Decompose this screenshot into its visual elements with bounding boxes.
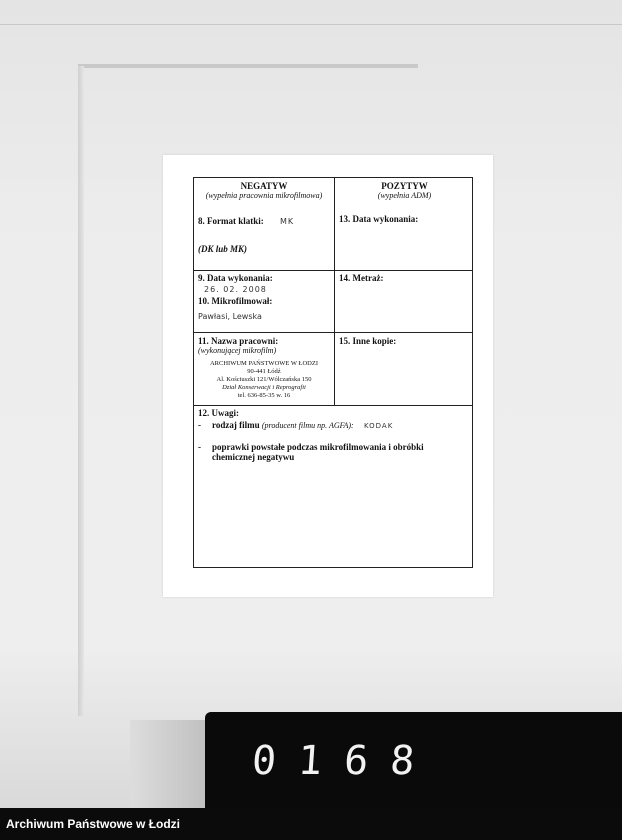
- pozytyw-cell: [335, 181, 474, 224]
- row-11: [194, 336, 334, 400]
- nazwa-pracowni-label: 11. Nazwa pracowni:: [198, 336, 279, 346]
- uwagi-item-poprawki: - poprawki powstałe podczas mikrofilmowania i obróbki chemicznej negatywu: [198, 442, 470, 462]
- archive-stamp: [198, 360, 330, 400]
- uwagi-label: 12. Uwagi:: [198, 408, 239, 418]
- data-wykonania-13-label: 13. Data wykonania:: [339, 214, 419, 224]
- footer-caption: Archiwum Państwowe w Łodzi: [0, 808, 622, 840]
- film-label: rodzaj filmu: [212, 420, 260, 430]
- stamp-line: 90-441 Łódź: [247, 368, 281, 375]
- inne-kopie-cell: [335, 336, 474, 346]
- row-9-10: [194, 273, 334, 321]
- format-label: 8. Format klatki:: [198, 216, 264, 226]
- negatyw-title: NEGATYW: [240, 181, 288, 191]
- scan-edge: [0, 24, 622, 25]
- uwagi-cell: [194, 408, 474, 462]
- stamp-line: Al. Kościuszki 121/Wólczańska 150: [216, 376, 312, 383]
- film-value: KODAK: [363, 422, 394, 430]
- scan-shadow: [78, 64, 418, 68]
- inne-kopie-label: 15. Inne kopie:: [339, 336, 397, 346]
- poprawki-text: poprawki powstałe podczas mikrofilmowania i obróbki chemicznej negatywu: [212, 442, 424, 462]
- pozytyw-subtitle: (wypełnia ADM): [377, 191, 432, 200]
- pozytyw-title: POZYTYW: [381, 181, 428, 191]
- negatyw-cell: [194, 181, 334, 271]
- microfilm-form: [193, 177, 473, 568]
- divider: [194, 405, 472, 406]
- divider: [194, 332, 472, 333]
- metraz-label: 14. Metraż:: [339, 273, 384, 283]
- stamp-line: Dział Konserwacji i Reprografii: [222, 384, 306, 391]
- uwagi-item-film: - rodzaj filmu (producent filmu np. AGFA): KODAK: [198, 420, 394, 430]
- scan-shadow: [78, 66, 84, 716]
- film-hint: (producent filmu np. AGFA):: [261, 421, 354, 430]
- stamp-line: tel. 636-85-35 w. 16: [237, 392, 291, 399]
- data-wykonania-value: 26. 02. 2008: [204, 285, 267, 294]
- frame-counter: 0168: [250, 738, 438, 784]
- mikrofilmowal-value: Pawłasi, Lewska: [198, 312, 262, 321]
- format-value: MK: [280, 217, 295, 226]
- data-wykonania-label: 9. Data wykonania:: [198, 273, 273, 283]
- metraz-cell: [335, 273, 474, 283]
- stamp-line: ARCHIWUM PAŃSTWOWE W ŁODZI: [209, 360, 319, 367]
- mikrofilmowal-label: 10. Mikrofilmował:: [198, 296, 273, 306]
- nazwa-pracowni-hint: (wykonującej mikrofilm): [198, 346, 277, 355]
- negatyw-subtitle: (wypełnia pracownia mikrofilmowa): [205, 191, 323, 200]
- format-hint: (DK lub MK): [198, 244, 248, 254]
